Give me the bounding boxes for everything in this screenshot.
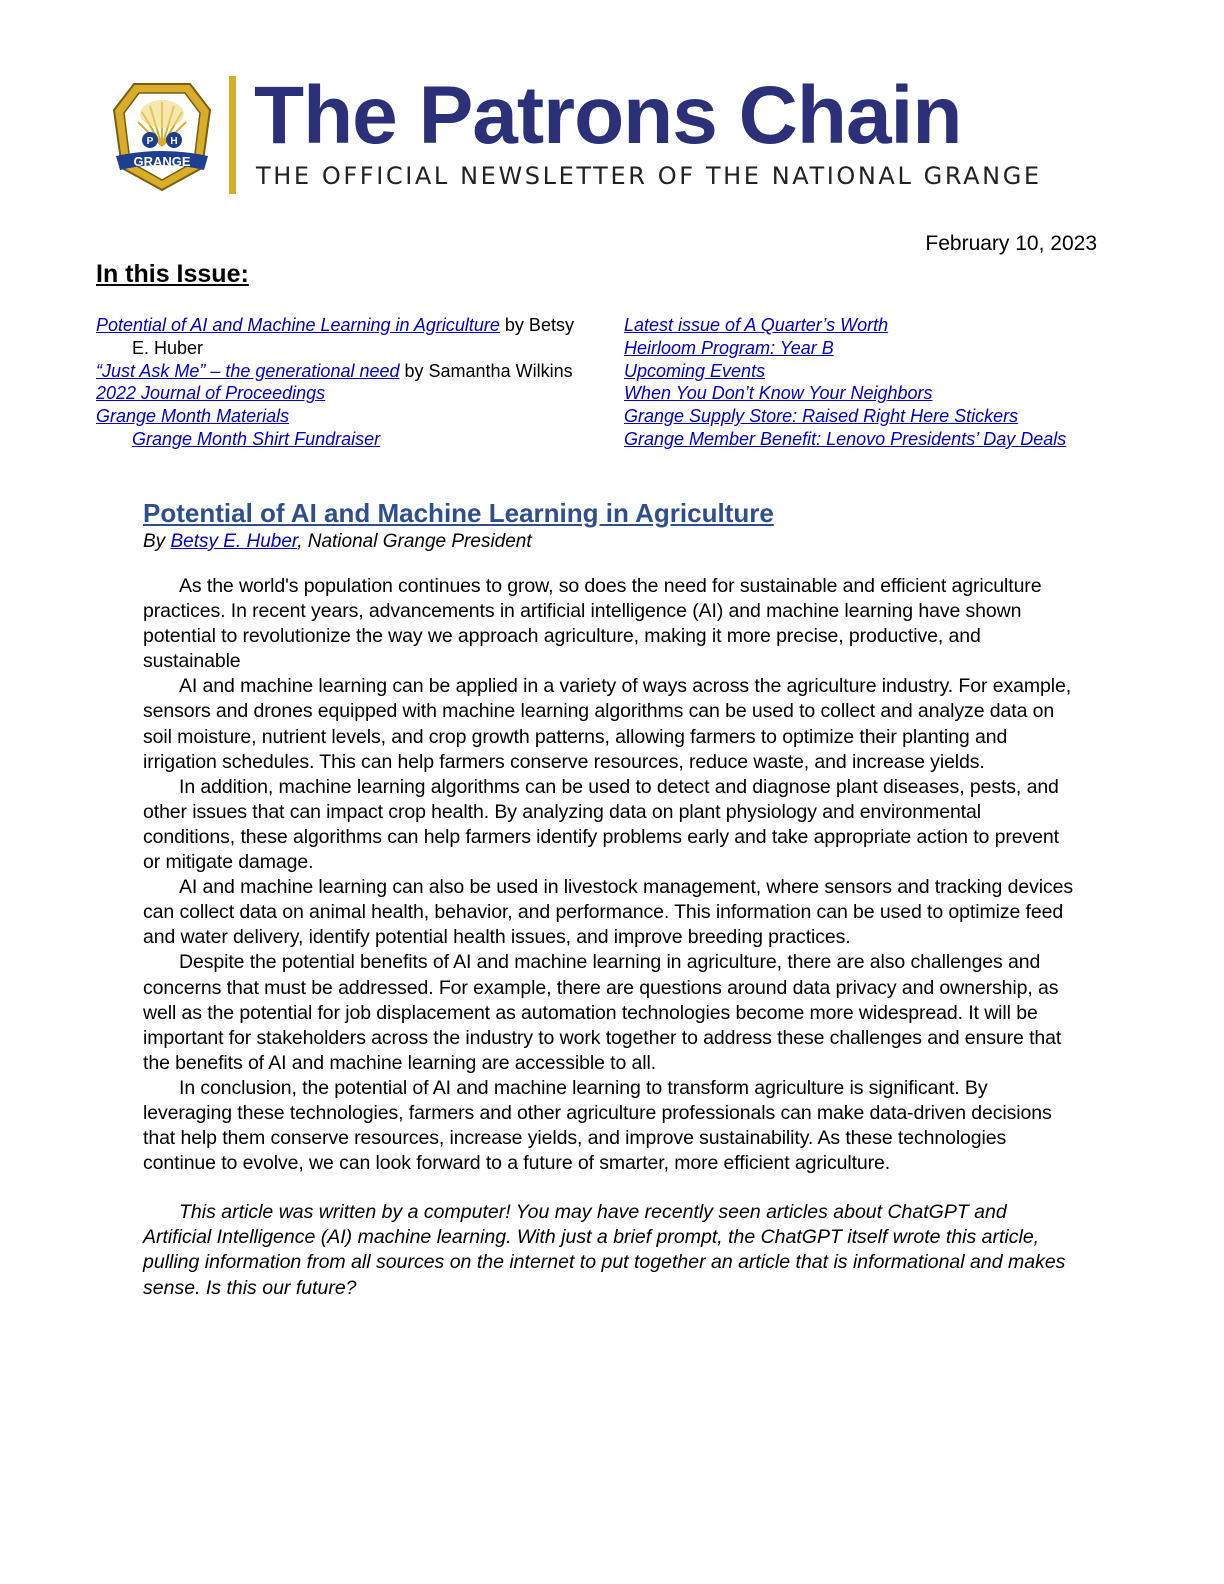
article-paragraph: As the world's population continues to grow, so does the need for sustainable and efficient agriculture practices. In recent years, advancements in artificial intelligence (AI) and machine learning have shown potential to revolutionize the way we approach agriculture, making it more precise, productive, and sustainable xyxy=(143,575,1042,673)
toc-link-upcoming-events[interactable]: Upcoming Events xyxy=(624,360,766,381)
toc-left-column xyxy=(96,314,576,451)
masthead-divider xyxy=(229,76,236,194)
article-paragraph: Despite the potential benefits of AI and machine learning in agriculture, there are also challenges and concerns that must be addressed. For example, there are questions around data privacy and ownership, as well as the potential for job displacement as automation technologies become more widespread. It will be important for stakeholders across the industry to work together to address these challenges and ensure that the benefits of AI and machine learning are accessible to all. xyxy=(143,951,1062,1074)
toc-item xyxy=(624,337,1104,360)
article xyxy=(143,496,1073,1301)
toc-item-author: by Samantha Wilkins xyxy=(399,360,573,381)
article-paragraph: AI and machine learning can also be used in livestock management, where sensors and tracking devices can collect data on animal health, behavior, and performance. This information can be used to optimize feed and water delivery, identify potential health issues, and improve breeding practices. xyxy=(143,876,1074,949)
svg-text:P: P xyxy=(146,136,154,147)
toc-item xyxy=(96,360,576,383)
toc-link-journal-of-proceedings[interactable]: 2022 Journal of Proceedings xyxy=(96,383,326,404)
toc-item xyxy=(624,360,1104,383)
article-byline xyxy=(143,530,1073,554)
toc-heading: In this Issue: xyxy=(96,260,249,288)
toc-link-grange-month-materials[interactable]: Grange Month Materials xyxy=(96,406,290,427)
toc-item xyxy=(624,314,1104,337)
toc-link-heirloom-program[interactable]: Heirloom Program: Year B xyxy=(624,337,834,358)
toc-item-author: by Betsy E. Huber xyxy=(132,315,574,358)
byline-prefix: By xyxy=(143,531,171,552)
toc-link-neighbors[interactable]: When You Don’t Know Your Neighbors xyxy=(624,383,933,404)
toc-item xyxy=(624,428,1104,451)
grange-logo-icon xyxy=(112,80,212,192)
toc-link-just-ask-me[interactable]: “Just Ask Me” – the generational need xyxy=(96,360,400,381)
toc-link-supply-store[interactable]: Grange Supply Store: Raised Right Here Stickers xyxy=(624,406,1019,427)
toc-right-column xyxy=(624,314,1104,451)
issue-date: February 10, 2023 xyxy=(925,232,1097,255)
toc-link-quarters-worth[interactable]: Latest issue of A Quarter’s Worth xyxy=(624,315,889,335)
article-paragraph: AI and machine learning can be applied in a variety of ways across the agriculture industry. For example, sensors and drones equipped with machine learning algorithms can be used to collect and analyze data on soil moisture, nutrient levels, and crop growth patterns, allowing farmers to optimize their planting and irrigation schedules. This can help farmers conserve resources, reduce waste, and increase yields. xyxy=(143,675,1072,773)
byline-suffix: , National Grange President xyxy=(297,531,532,552)
masthead xyxy=(112,70,1052,198)
toc-item xyxy=(624,382,1104,405)
svg-text:GRANGE: GRANGE xyxy=(133,154,191,169)
toc-link-ai-article[interactable]: Potential of AI and Machine Learning in Agriculture xyxy=(96,315,500,335)
newsletter-title: The Patrons Chain xyxy=(254,70,962,161)
editor-note: This article was written by a computer! You may have recently seen articles about ChatGPT and Artificial Intelligence (AI) machine learning. With just a brief prompt, the ChatGPT itself wrote this article, pulling information from all sources on the internet to put together an article that is informational and makes sense. Is this our future? xyxy=(143,1201,1066,1299)
toc-item xyxy=(96,382,576,405)
toc-item xyxy=(624,405,1104,428)
article-paragraph: In addition, machine learning algorithms can be used to detect and diagnose plant diseases, pests, and other issues that can impact crop health. By analyzing data on plant physiology and environmental conditions, these algorithms can help farmers identify problems early and take appropriate action to prevent or mitigate damage. xyxy=(143,775,1059,874)
author-link[interactable]: Betsy E. Huber xyxy=(170,531,298,552)
article-title[interactable]: Potential of AI and Machine Learning in Agriculture xyxy=(143,498,774,528)
toc-item xyxy=(96,428,576,451)
newsletter-subtitle: THE OFFICIAL NEWSLETTER OF THE NATIONAL GRANGE xyxy=(256,162,1042,190)
svg-text:H: H xyxy=(170,136,178,147)
toc-link-shirt-fundraiser[interactable]: Grange Month Shirt Fundraiser xyxy=(132,428,381,449)
article-paragraph: In conclusion, the potential of AI and machine learning to transform agriculture is significant. By leveraging these technologies, farmers and other agriculture professionals can make data-driven decisions that help them conserve resources, increase yields, and improve sustainability. As these technologies continue to evolve, we can look forward to a future of smarter, more efficient agriculture. xyxy=(143,1076,1052,1175)
toc-item xyxy=(96,405,576,428)
toc-link-lenovo-deals[interactable]: Grange Member Benefit: Lenovo Presidents’ Day Deals xyxy=(624,428,1067,449)
toc-item xyxy=(96,314,576,360)
